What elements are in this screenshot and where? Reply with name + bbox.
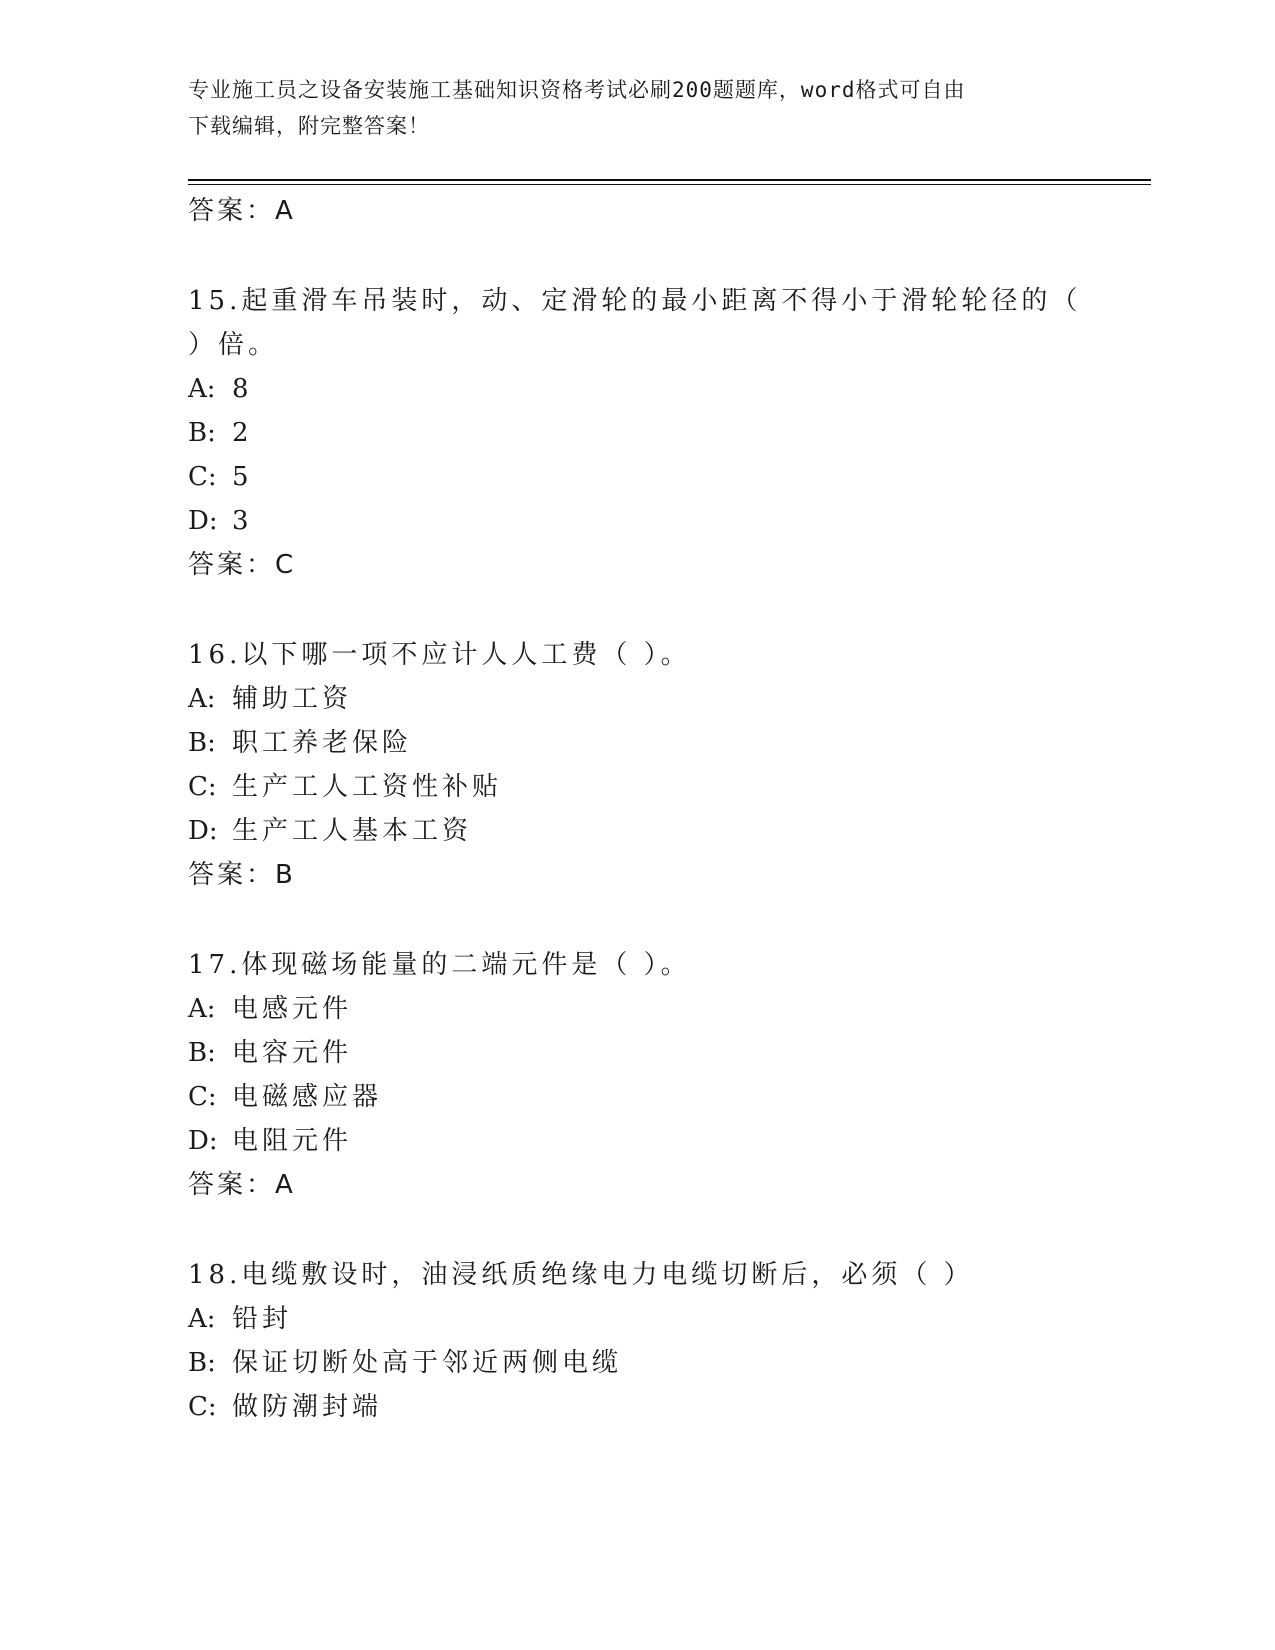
question-15-stem-line-1: 15.起重滑车吊装时，动、定滑轮的最小距离不得小于滑轮轮径的（	[188, 286, 1082, 316]
question-18-stem: 18.电缆敷设时，油浸纸质绝缘电力电缆切断后，必须（ ）	[188, 1260, 974, 1290]
question-18-option-b: B: 保证切断处高于邻近两侧电缆	[188, 1348, 623, 1378]
document-header	[188, 72, 1088, 144]
answer-label: 答案：	[188, 196, 276, 226]
question-18-option-a: A: 铅封	[188, 1304, 293, 1334]
question-17-answer: 答案：A	[188, 1170, 296, 1200]
answer-value: A	[275, 196, 296, 226]
header-line-1: 专业施工员之设备安装施工基础知识资格考试必刷200题题库，word格式可自由	[188, 78, 966, 102]
question-17-option-c: C: 电磁感应器	[188, 1082, 383, 1112]
question-15-stem-line-2: ）倍。	[188, 330, 279, 360]
header-line-2: 下载编辑，附完整答案！	[188, 114, 430, 138]
question-17-option-a: A: 电感元件	[188, 994, 353, 1024]
question-15-option-a: A: 8	[188, 374, 253, 404]
question-17-option-b: B: 电容元件	[188, 1038, 353, 1068]
question-15-option-d: D: 3	[188, 506, 253, 536]
question-16-answer: 答案：B	[188, 860, 296, 890]
question-17-option-d: D: 电阻元件	[188, 1126, 353, 1156]
question-16-option-d: D: 生产工人基本工资	[188, 816, 473, 846]
question-16-option-a: A: 辅助工资	[188, 684, 353, 714]
question-16-stem: 16.以下哪一项不应计人人工费（ ）。	[188, 640, 691, 670]
question-15-answer: 答案：C	[188, 550, 297, 580]
question-16-option-b: B: 职工养老保险	[188, 728, 413, 758]
question-18-option-c: C: 做防潮封端	[188, 1392, 383, 1422]
question-15-option-c: C: 5	[188, 462, 253, 492]
header-divider-thick	[188, 179, 1151, 181]
question-15-option-b: B: 2	[188, 418, 253, 448]
question-17-stem: 17.体现磁场能量的二端元件是（ ）。	[188, 950, 691, 980]
header-divider-thin	[188, 184, 1151, 185]
prev-answer	[188, 196, 296, 226]
question-16-option-c: C: 生产工人工资性补贴	[188, 772, 503, 802]
